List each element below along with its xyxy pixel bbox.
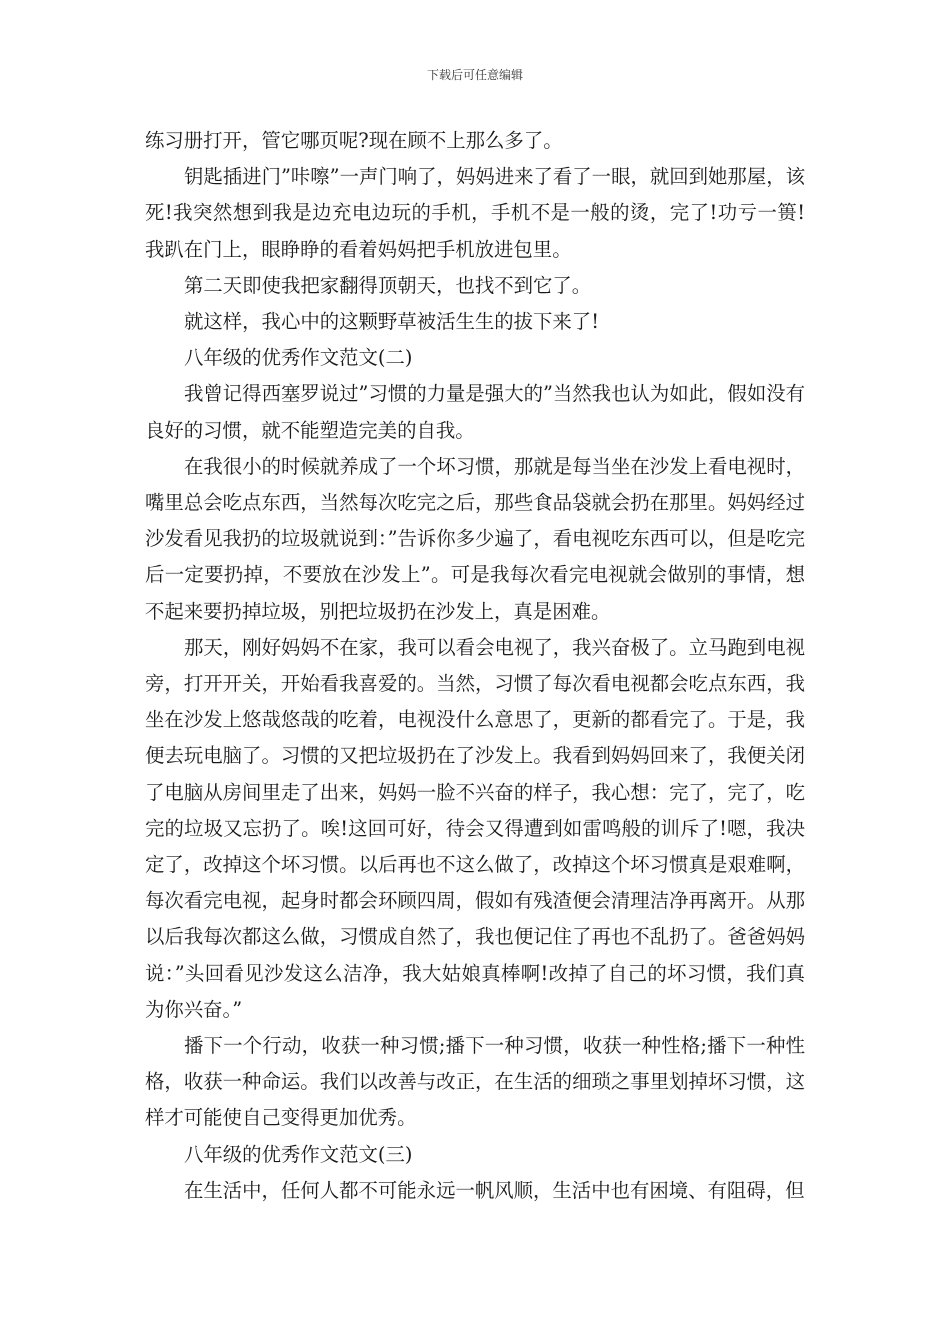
section-heading: 八年级的优秀作文范文(二) bbox=[184, 346, 413, 370]
paragraph: 第二天即使我把家翻得顶朝天，也找不到它了。 bbox=[184, 273, 592, 297]
paragraph: 练习册打开，管它哪页呢?现在顾不上那么多了。 bbox=[145, 129, 563, 152]
section-heading: 八年级的优秀作文范文(三) bbox=[184, 1142, 413, 1166]
paragraph: 播下一个行动，收获一种习惯;播下一种习惯，收获一种性格;播下一种性格，收获一种命运。我们以改善与改正，在生活的细琐之事里划掉坏习惯，这样才可能使自己变得更加优秀。 bbox=[145, 1034, 805, 1130]
paragraph: 我曾记得西塞罗说过”习惯的力量是强大的”当然我也认为如此，假如没有良好的习惯，就不能塑造完美的自我。 bbox=[145, 382, 805, 442]
paragraph: 在生活中，任何人都不可能永远一帆风顺，生活中也有困境、有阻碍，但 bbox=[184, 1178, 805, 1202]
document-body bbox=[145, 123, 805, 1209]
paragraph: 钥匙插进门”咔嚓”一声门响了，妈妈进来了看了一眼，就回到她那屋，该死!我突然想到我是边充电边玩的手机，手机不是一般的烫，完了!功亏一篑!我趴在门上，眼睁睁的看着妈妈把手机放进包里。 bbox=[145, 165, 805, 261]
paragraph: 在我很小的时候就养成了一个坏习惯，那就是每当坐在沙发上看电视时，嘴里总会吃点东西，当然每次吃完之后，那些食品袋就会扔在那里。妈妈经过沙发看见我扔的垃圾就说到：”告诉你多少遍了，看电视吃东西可以，但是吃完后一定要扔掉，不要放在沙发上”。可是我每次看完电视就会做别的事情，想不起来要扔掉垃圾，别把垃圾扔在沙发上，真是困难。 bbox=[145, 454, 805, 623]
paragraph: 那天，刚好妈妈不在家，我可以看会电视了，我兴奋极了。立马跑到电视旁，打开开关，开始看我喜爱的。当然，习惯了每次看电视都会吃点东西，我坐在沙发上悠哉悠哉的吃着，电视没什么意思了，更新的都看完了。于是，我便去玩电脑了。习惯的又把垃圾扔在了沙发上。我看到妈妈回来了，我便关闭了电脑从房间里走了出来，妈妈一脸不兴奋的样子，我心想：完了，完了，吃完的垃圾又忘扔了。唉!这回可好，待会又得遭到如雷鸣般的训斥了!嗯，我决定了，改掉这个坏习惯。以后再也不这么做了，改掉这个坏习惯真是艰难啊，每次看完电视，起身时都会环顾四周，假如有残渣便会清理洁净再离开。从那以后我每次都这么做，习惯成自然了，我也便记住了再也不乱扔了。爸爸妈妈说：”头回看见沙发这么洁净，我大姑娘真棒啊!改掉了自己的坏习惯，我们真为你兴奋。” bbox=[145, 635, 805, 1021]
paragraph: 就这样，我心中的这颗野草被活生生的拔下来了! bbox=[184, 310, 599, 334]
page-header: 下载后可任意编辑 bbox=[426, 68, 523, 82]
